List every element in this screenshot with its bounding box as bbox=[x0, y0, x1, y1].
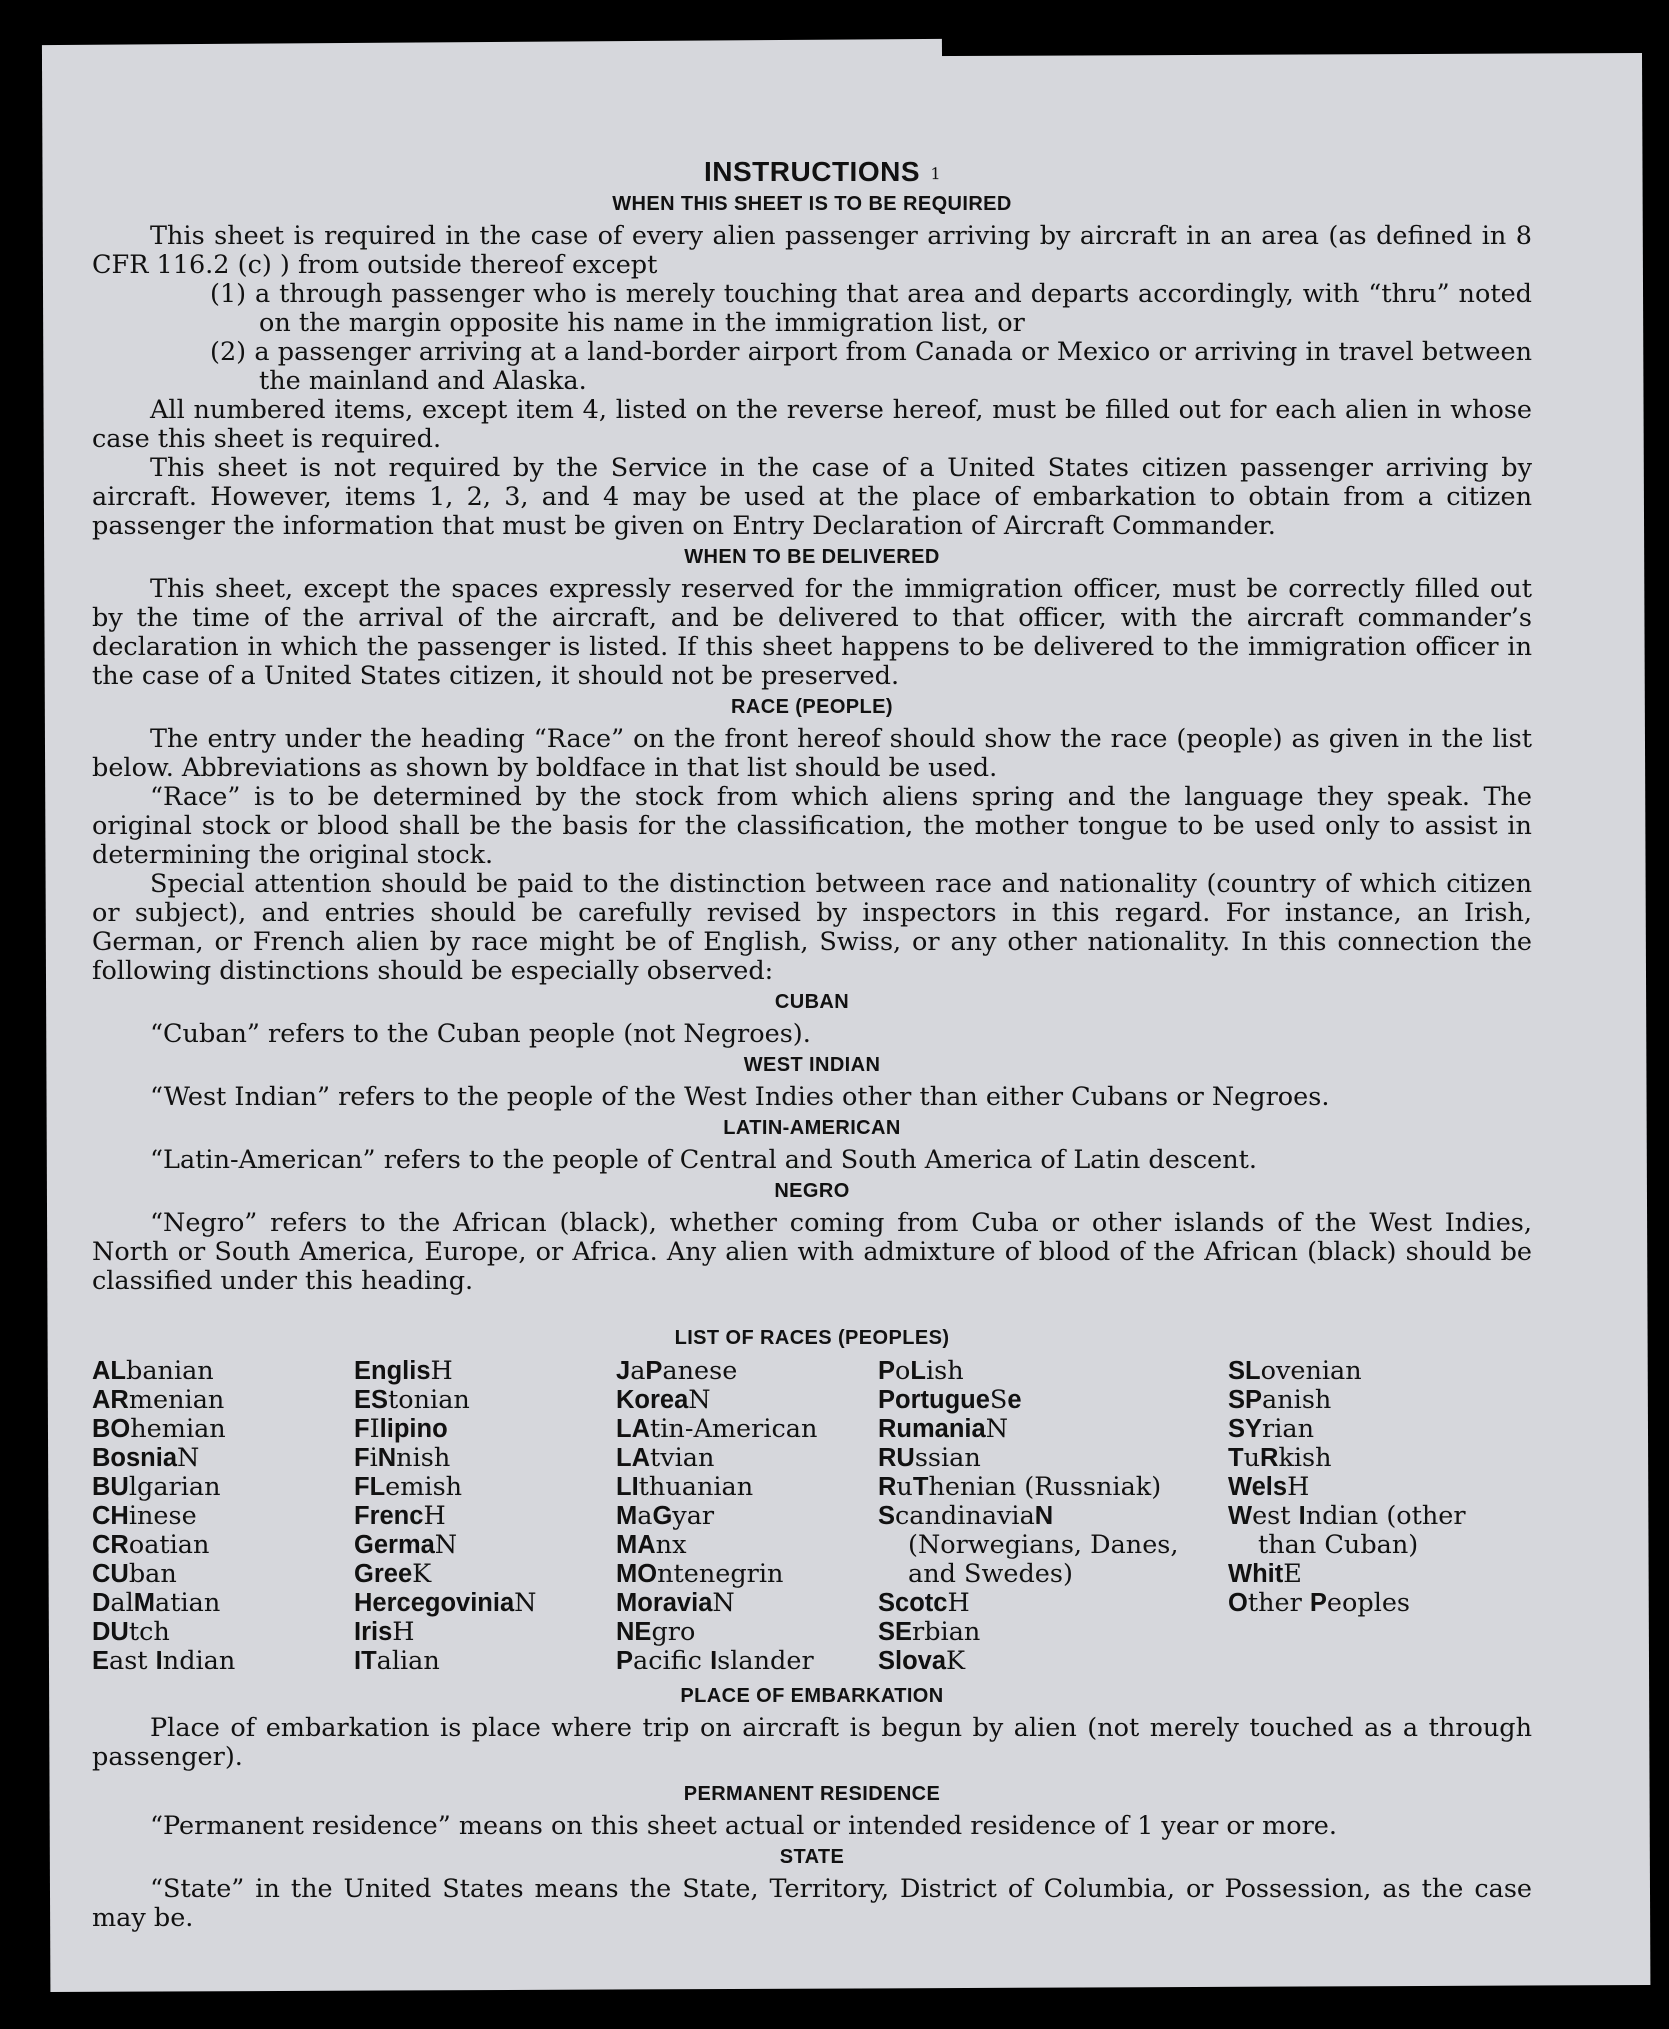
races-list bbox=[92, 1357, 1532, 1676]
race-entry: WhitE bbox=[1228, 1559, 1302, 1589]
races-column bbox=[354, 1357, 616, 1676]
heading-latin-american: LATIN-AMERICAN bbox=[723, 1117, 901, 1139]
race-entry: ScandinaviaN (Norwegians, Danes, and Swedes) bbox=[878, 1501, 1179, 1589]
paragraph: “Negro” refers to the African (black), whether coming from Cuba or other islands of the West Indies, North or South America, Europe, or Africa. Any alien with admixture of blood of the African (black) should be classified under this heading. bbox=[92, 1208, 1532, 1296]
race-entry: CHinese bbox=[92, 1501, 197, 1531]
heading-negro: NEGRO bbox=[774, 1180, 850, 1202]
race-entry: ARmenian bbox=[92, 1385, 225, 1415]
heading-west-indian: WEST INDIAN bbox=[743, 1054, 881, 1076]
race-entry: LAtvian bbox=[616, 1443, 715, 1473]
paragraph: “West Indian” refers to the people of the West Indies other than either Cubans or Negroes. bbox=[150, 1082, 1330, 1112]
paragraph: “Race” is to be determined by the stock from which aliens spring and the language they speak. The original stock or blood shall be the basis for the classification, the mother tongue to be used only to assist in determining the original stock. bbox=[92, 782, 1532, 870]
races-column bbox=[616, 1357, 878, 1676]
race-entry: LIthuanian bbox=[616, 1472, 754, 1502]
races-column bbox=[878, 1357, 1228, 1676]
race-entry: WelsH bbox=[1228, 1472, 1310, 1502]
race-entry: PoLish bbox=[878, 1356, 964, 1386]
race-entry: RuThenian (Russniak) bbox=[878, 1472, 1162, 1502]
heading-state: STATE bbox=[779, 1846, 845, 1868]
race-entry: East Indian bbox=[92, 1646, 236, 1676]
race-entry: NEgro bbox=[616, 1617, 696, 1647]
paragraph: “Latin-American” refers to the people of Central and South America of Latin descent. bbox=[150, 1145, 1258, 1175]
race-entry: SLovenian bbox=[1228, 1356, 1362, 1386]
race-entry: ALbanian bbox=[92, 1356, 214, 1386]
race-entry: LAtin-American bbox=[616, 1414, 818, 1444]
race-entry: ScotcH bbox=[878, 1588, 970, 1618]
race-entry: MoraviaN bbox=[616, 1588, 735, 1618]
race-entry: PortugueSe bbox=[878, 1385, 1022, 1415]
paragraph: This sheet, except the spaces expressly reserved for the immigration officer, must be correctly filled out by the time of the arrival of the aircraft, and be delivered to that officer, with the aircraft commander’s declaration in which the passenger is listed. If this sheet happens to be delivered to the immigration officer in the case of a United States citizen, it should not be preserved. bbox=[92, 574, 1532, 691]
heading-cuban: CUBAN bbox=[774, 991, 850, 1013]
paragraph: “Cuban” refers to the Cuban people (not Negroes). bbox=[150, 1019, 811, 1049]
race-entry: CUban bbox=[92, 1559, 177, 1589]
race-entry: DalMatian bbox=[92, 1588, 221, 1618]
paragraph: This sheet is not required by the Service in the case of a United States citizen passenger arriving by aircraft. However, items 1, 2, 3, and 4 may be used at the place of embarkation to obtain from a citizen passenger the information that must be given on Entry Declaration of Aircraft Commander. bbox=[92, 453, 1532, 541]
races-column bbox=[92, 1357, 354, 1676]
race-entry: BosniaN bbox=[92, 1443, 200, 1473]
race-entry: MAnx bbox=[616, 1530, 687, 1560]
race-entry: DUtch bbox=[92, 1617, 170, 1647]
race-entry: SYrian bbox=[1228, 1414, 1315, 1444]
race-entry: IrisH bbox=[354, 1617, 415, 1647]
race-entry: Pacific Islander bbox=[616, 1646, 814, 1676]
heading-when-delivered: WHEN TO BE DELIVERED bbox=[684, 546, 940, 568]
race-entry: MaGyar bbox=[616, 1501, 715, 1531]
race-entry: BUlgarian bbox=[92, 1472, 221, 1502]
race-entry: KoreaN bbox=[616, 1385, 711, 1415]
race-entry: GermaN bbox=[354, 1530, 458, 1560]
race-entry: CRoatian bbox=[92, 1530, 210, 1560]
heading-race: RACE (PEOPLE) bbox=[731, 696, 893, 718]
race-entry: GreeK bbox=[354, 1559, 432, 1589]
heading-embarkation: PLACE OF EMBARKATION bbox=[680, 1685, 944, 1707]
paragraph: Special attention should be paid to the distinction between race and nationality (country of which citizen or subject), and entries should be carefully revised by inspectors in this regard. For instance, an Irish, German, or French alien by race might be of English, Swiss, or any other nationality. In this connection the following distinctions should be especially observed: bbox=[92, 869, 1532, 986]
race-entry: ITalian bbox=[354, 1646, 440, 1676]
race-entry: BOhemian bbox=[92, 1414, 226, 1444]
races-column bbox=[1228, 1357, 1488, 1676]
race-entry: RUssian bbox=[878, 1443, 981, 1473]
paragraph: “State” in the United States means the State, Territory, District of Columbia, or Possession, as the case may be. bbox=[92, 1874, 1532, 1933]
paragraph: “Permanent residence” means on this sheet actual or intended residence of 1 year or more. bbox=[150, 1811, 1337, 1841]
race-entry: FLemish bbox=[354, 1472, 463, 1502]
race-entry: SlovaK bbox=[878, 1646, 966, 1676]
race-entry: FiNnish bbox=[354, 1443, 451, 1473]
race-entry: FIlipino bbox=[354, 1414, 448, 1444]
heading-list-of-races: LIST OF RACES (PEOPLES) bbox=[674, 1327, 950, 1349]
race-entry: TuRkish bbox=[1228, 1443, 1332, 1473]
race-entry: EnglisH bbox=[354, 1356, 453, 1386]
race-entry: Other Peoples bbox=[1228, 1588, 1411, 1618]
document-content bbox=[92, 95, 1532, 1933]
heading-permanent-residence: PERMANENT RESIDENCE bbox=[683, 1783, 941, 1805]
paragraph: All numbered items, except item 4, listed on the reverse hereof, must be filled out for each alien in whose case this sheet is required. bbox=[92, 395, 1532, 454]
paragraph: This sheet is required in the case of every alien passenger arriving by aircraft in an area (as defined in 8 CFR 116.2 (c) ) from outside thereof except bbox=[92, 221, 1532, 280]
race-entry: FrencH bbox=[354, 1501, 446, 1531]
race-entry: JaPanese bbox=[616, 1356, 738, 1386]
race-entry: MOntenegrin bbox=[616, 1559, 784, 1589]
list-item: (2) a passenger arriving at a land-border airport from Canada or Mexico or arriving in travel between the mainland and Alaska. bbox=[210, 337, 1532, 396]
list-item: (1) a through passenger who is merely touching that area and departs accordingly, with “thru” noted on the margin opposite his name in the immigration list, or bbox=[210, 279, 1532, 338]
heading-when-required: WHEN THIS SHEET IS TO BE REQUIRED bbox=[612, 193, 1012, 215]
race-entry: SPanish bbox=[1228, 1385, 1332, 1415]
paragraph: The entry under the heading “Race” on the front hereof should show the race (people) as given in the list below. Abbreviations as shown by boldface in that list should be used. bbox=[92, 724, 1532, 783]
race-entry: HercegoviniaN bbox=[354, 1588, 537, 1618]
race-entry: West Indian (other than Cuban) bbox=[1228, 1501, 1466, 1560]
race-entry: RumaniaN bbox=[878, 1414, 1009, 1444]
race-entry: EStonian bbox=[354, 1385, 470, 1415]
page-title: INSTRUCTIONS bbox=[704, 156, 920, 187]
race-entry: SErbian bbox=[878, 1617, 981, 1647]
paragraph: Place of embarkation is place where trip on aircraft is begun by alien (not merely touched as a through passenger). bbox=[92, 1713, 1532, 1772]
page-mark: 1 bbox=[930, 164, 941, 184]
